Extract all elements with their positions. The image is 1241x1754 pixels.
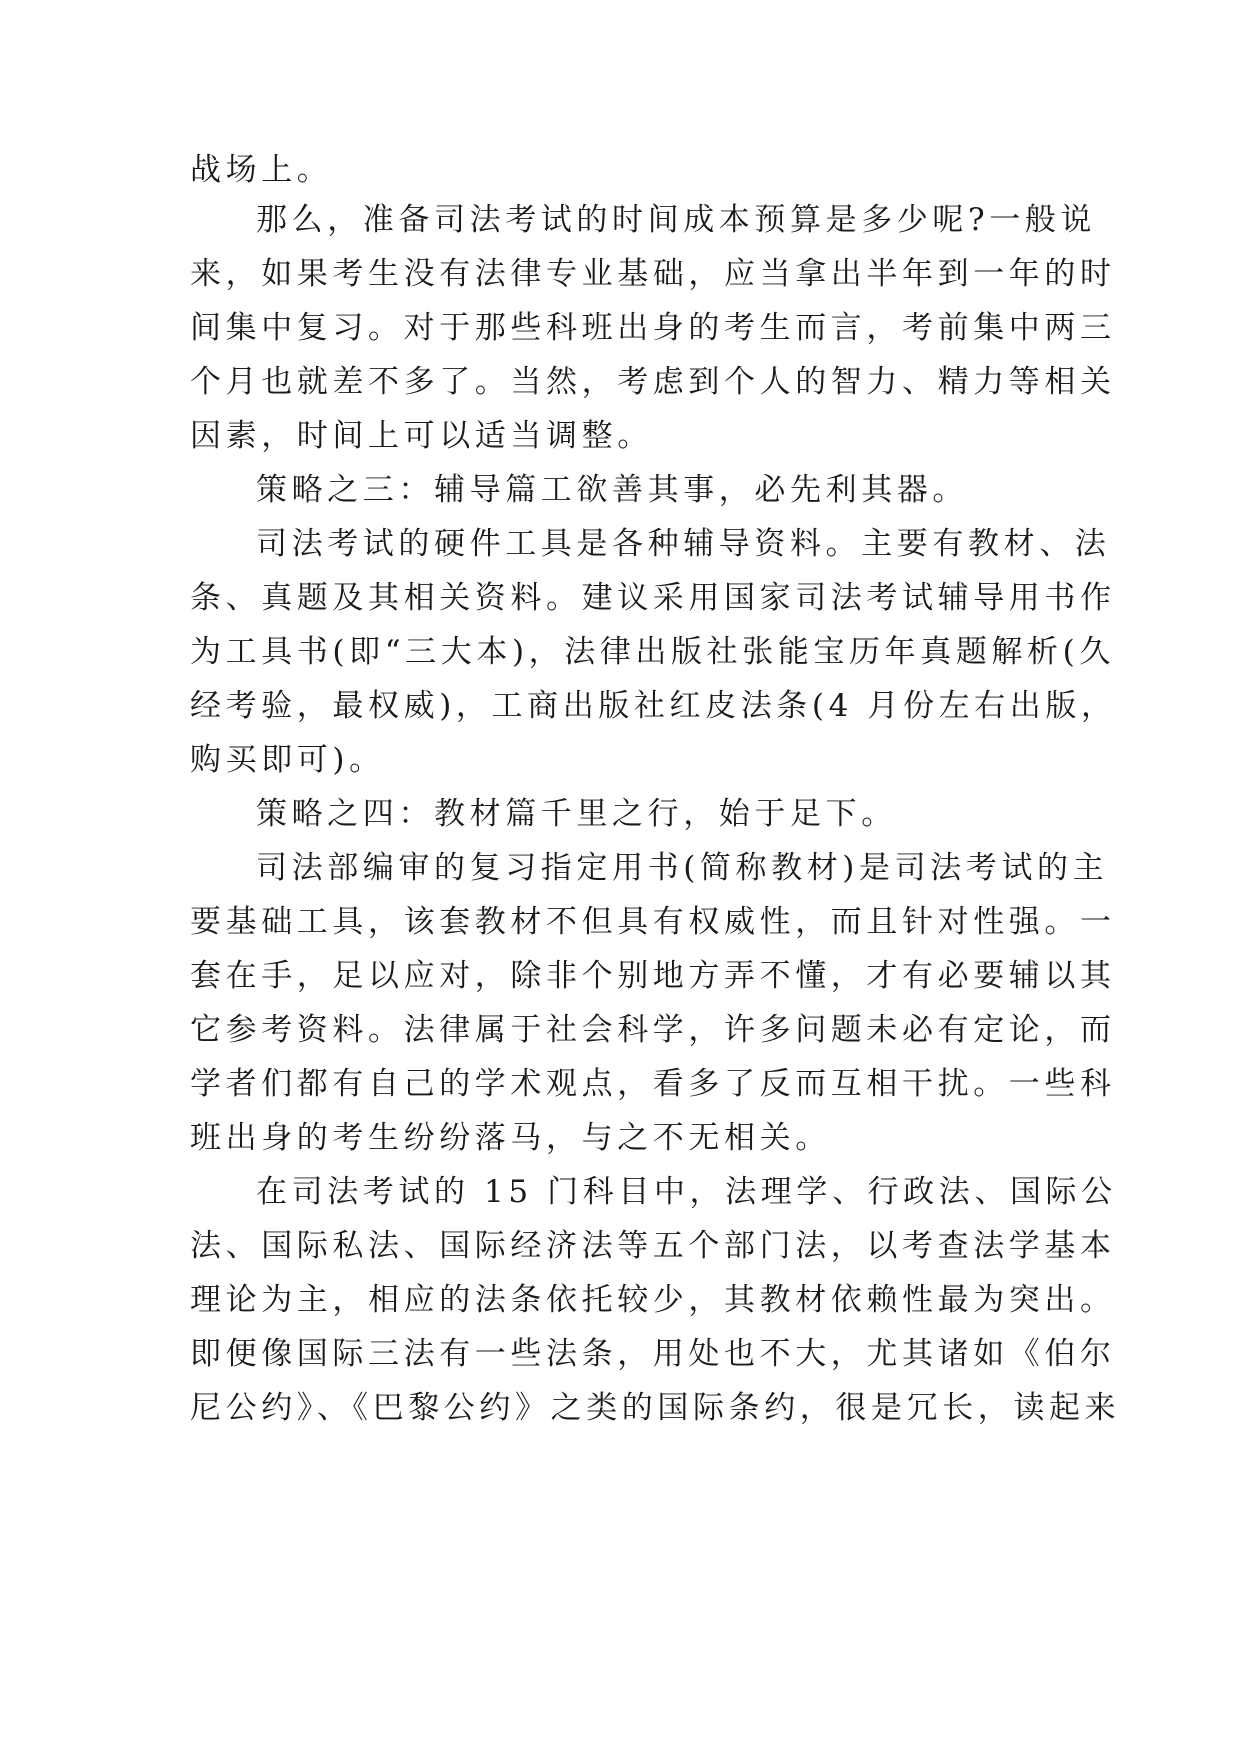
text-line-9: 条、真题及其相关资料。建议采用国家司法考试辅导用书作 [190,580,1116,616]
text-line-2: 那么，准备司法考试的时间成本预算是多少呢?一般说 [256,202,1097,238]
text-line-16: 套在手，足以应对，除非个别地方弄不懂，才有必要辅以其 [190,958,1116,994]
text-line-8: 司法考试的硬件工具是各种辅导资料。主要有教材、法 [256,526,1111,562]
text-line-3: 来，如果考生没有法律专业基础，应当拿出半年到一年的时 [190,256,1116,292]
text-line-24: 尼公约》、《巴黎公约》之类的国际条约，很是冗长，读起来 [190,1390,1121,1426]
text-line-14: 司法部编审的复习指定用书(简称教材)是司法考试的主 [256,850,1109,886]
text-line-1: 战场上。 [190,152,333,188]
text-line-12: 购买即可)。 [190,742,385,778]
text-line-18: 学者们都有自己的学术观点，看多了反而互相干扰。一些科 [190,1066,1116,1102]
text-line-19: 班出身的考生纷纷落马，与之不无相关。 [190,1120,831,1156]
text-line-17: 它参考资料。法律属于社会科学，许多问题未必有定论，而 [190,1012,1116,1048]
text-line-10: 为工具书(即“三大本)，法律出版社张能宝历年真题解析(久 [190,634,1115,670]
text-line-15: 要基础工具，该套教材不但具有权威性，而且针对性强。一 [190,904,1116,940]
text-line-22: 理论为主，相应的法条依托较少，其教材依赖性最为突出。 [190,1282,1116,1318]
text-line-20: 在司法考试的 15 门科目中，法理学、行政法、国际公 [256,1174,1117,1210]
text-line-21: 法、国际私法、国际经济法等五个部门法，以考查法学基本 [190,1228,1116,1264]
text-line-4: 间集中复习。对于那些科班出身的考生而言，考前集中两三 [190,310,1116,346]
strategy-four-heading: 策略之四：教材篇千里之行，始于足下。 [256,796,897,832]
strategy-three-heading: 策略之三：辅导篇工欲善其事，必先利其器。 [256,472,968,508]
text-line-6: 因素，时间上可以适当调整。 [190,418,653,454]
text-line-23: 即便像国际三法有一些法条，用处也不大，尤其诸如《伯尔 [190,1336,1116,1372]
text-line-5: 个月也就差不多了。当然，考虑到个人的智力、精力等相关 [190,364,1116,400]
text-line-11: 经考验，最权威)，工商出版社红皮法条(4 月份左右出版， [190,688,1117,724]
